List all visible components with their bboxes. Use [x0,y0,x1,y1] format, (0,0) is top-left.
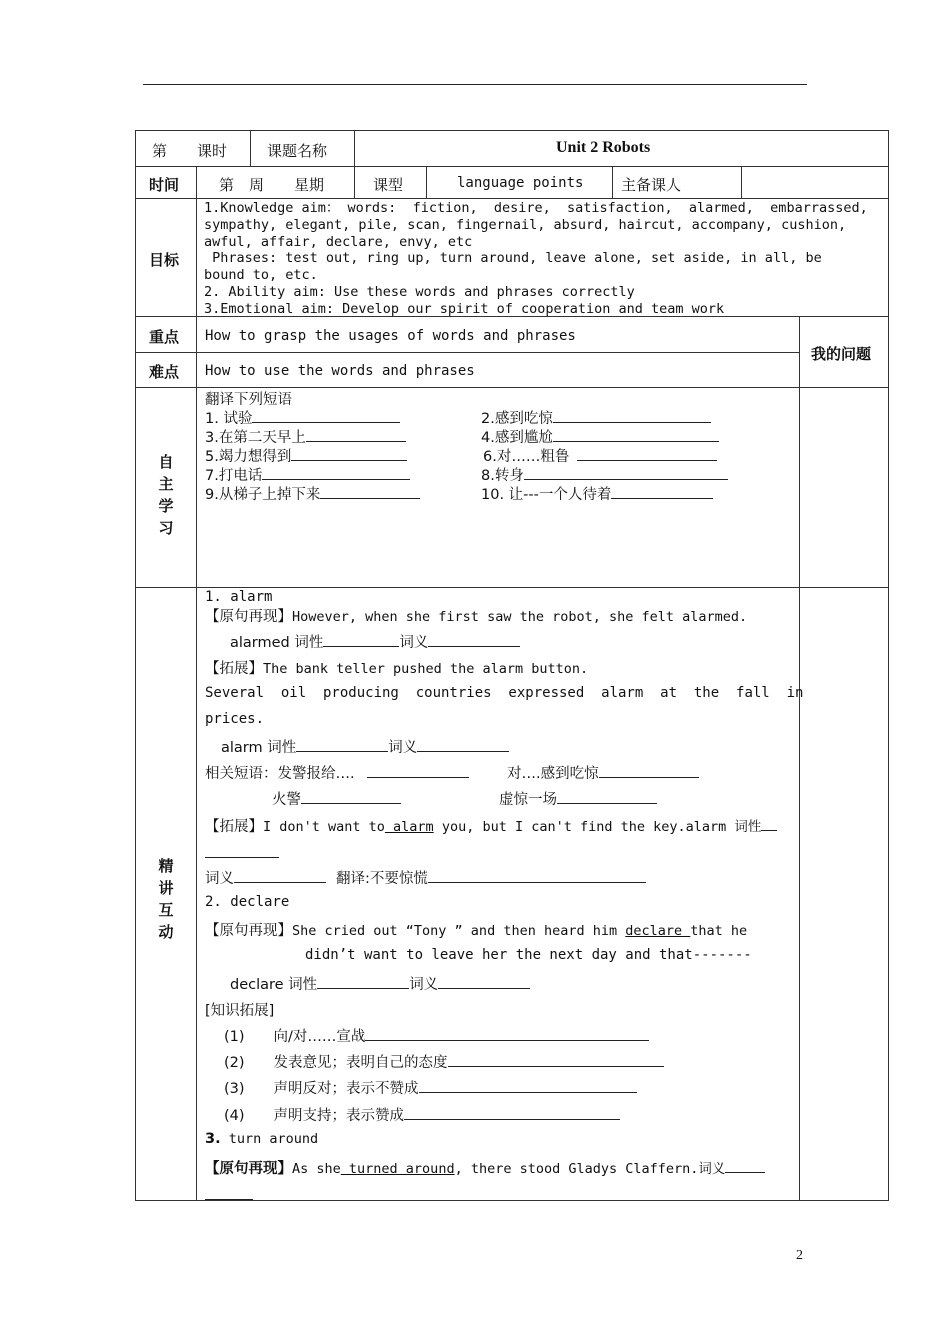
blank-line [205,1185,253,1200]
declare-title: 2. declare [205,894,290,910]
self-study-item: 4.感到尴尬 [481,426,719,447]
goal-line: 3.Emotional aim: Develop our spirit of cooperation and team work [204,300,725,317]
declare-item: (4) 声明支持；表示赞成 [224,1104,620,1125]
declare-original-cont: didn’t want to leave her the next day and that------- [305,947,752,963]
difficulty-text: How to use the words and phrases [205,363,475,379]
self-study-title: 翻译下列短语 [205,392,292,408]
self-study-item: 1. 试验 [205,407,400,428]
type-label: 课型 [373,176,404,194]
self-study-item: 3.在第二天早上 [205,426,406,447]
turn-around-original: 【原句再现】As she turned around, there stood Gladys Claffern.词义 [205,1157,765,1178]
type-value: language points [457,175,584,191]
declare-pos: declare 词性 词义 [230,973,530,994]
alarm-pos: alarm 词性 词义 [221,736,509,757]
declare-item: (1) 向/对……宣战 [224,1025,649,1046]
page-number: 2 [796,1248,803,1263]
alarm-extension: 【拓展】The bank teller pushed the alarm button. [205,661,589,677]
key-point-text: How to grasp the usages of words and phrases [205,328,576,344]
alarm-original: 【原句再现】However, when she first saw the robot, she felt alarmed. [205,609,748,625]
alarm-extension-2: 【拓展】I don't want to alarm you, but I can't find the key.alarm 词性 [205,815,777,836]
alarm-translate: 词义 翻译:不要惊慌 [205,867,646,888]
header-rule [143,84,807,85]
declare-item: (2) 发表意见；表明自己的态度 [224,1051,664,1072]
topic-label: 课题名称 [267,142,328,160]
week-text: 第 周 星期 [219,176,325,194]
unit-title: Unit 2 Robots [556,139,651,156]
difficulty-label: 难点 [149,363,180,381]
alarmed-pos: alarmed 词性 词义 [230,631,520,652]
alarm-phrases: 相关短语：发警报给…. [205,762,469,783]
alarm-example-end: prices. [205,711,265,727]
goal-line: awful, affair, declare, envy, etc [204,233,473,250]
interactive-label: 精 讲 互 动 [158,857,174,941]
declare-original: 【原句再现】She cried out “Tony ” and then heard him declare that he [205,923,748,939]
goal-line: 1.Knowledge aim： words: fiction, desire, satisfaction, alarmed, embarrassed, [204,200,868,216]
phrase-surprised: 对….感到吃惊 [507,762,699,783]
self-study-item: 10. 让---一个人待着 [481,483,713,504]
key-point-label: 重点 [149,328,180,346]
knowledge-extension: [知识拓展] [205,1003,275,1019]
my-questions-label: 我的问题 [811,345,872,363]
turn-around-title: 3. turn around [205,1131,319,1147]
phrase-false-alarm: 虚惊一场 [499,788,657,809]
self-study-item: 9.从梯子上掉下来 [205,483,420,504]
goal-line: 2. Ability aim: Use these words and phrases correctly [204,283,635,300]
teacher-label: 主备课人 [621,176,682,194]
goals-text [204,200,884,318]
goal-line: bound to, etc. [204,267,318,284]
goal-line: Phrases: test out, ring up, turn around, leave alone, set aside, in all, be [204,250,822,267]
self-study-label: 自 主 学 习 [158,453,174,537]
self-study-item: 6.对……粗鲁 [483,445,717,466]
self-study-item: 7.打电话 [205,464,410,485]
blank-line [205,843,279,858]
declare-item: (3) 声明反对；表示不赞成 [224,1077,637,1098]
lesson-label: 第 课时 [152,142,228,160]
goals-label: 目标 [149,251,180,269]
self-study-item: 5.竭力想得到 [205,445,407,466]
time-label: 时间 [149,176,180,194]
goal-line: sympathy, elegant, pile, scan, fingernail, absurd, haircut, accompany, cushion, [204,216,847,233]
phrase-fire: 火警 [272,788,401,809]
self-study-item: 8.转身 [481,464,728,485]
alarm-example: Several oil producing countries expressed alarm at the fall in [205,685,804,701]
alarm-title: 1. alarm [205,589,273,605]
self-study-item: 2.感到吃惊 [481,407,711,428]
